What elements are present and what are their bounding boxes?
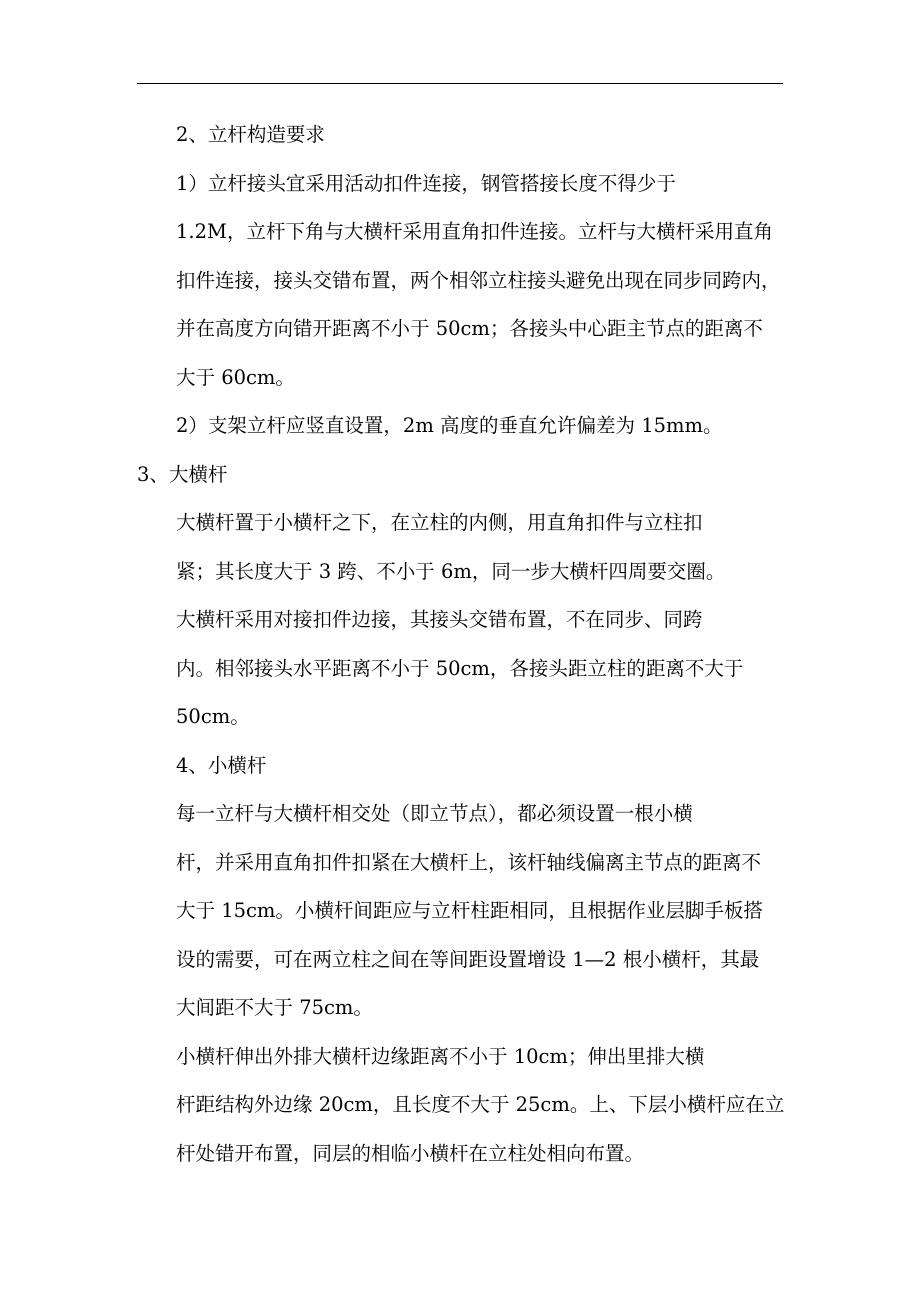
text-line: 2）支架立杆应竖直设置，2m 高度的垂直允许偏差为 15mm。 bbox=[176, 414, 723, 437]
text-line: 1）立杆接头宜采用活动扣件连接，钢管搭接长度不得少于 bbox=[176, 171, 676, 195]
paragraph-heading-vertical-pole bbox=[137, 111, 787, 160]
text-line: 扣件连接，接头交错布置，两个相邻立柱接头避免出现在同步同跨内， bbox=[176, 268, 781, 292]
text-line: 大于 60cm。 bbox=[176, 365, 295, 389]
text-line: 2、立杆构造要求 bbox=[176, 123, 325, 146]
paragraph-large-crossbar-joints bbox=[137, 596, 787, 742]
text-line: 4、小横杆 bbox=[176, 753, 267, 777]
paragraph-pole-joints bbox=[137, 160, 787, 403]
paragraph-large-crossbar-placement bbox=[137, 499, 787, 596]
paragraph-small-crossbar-extension bbox=[137, 1033, 787, 1179]
text-line: 杆，并采用直角扣件扣紧在大横杆上，该杆轴线偏离主节点的距离不 bbox=[176, 850, 762, 874]
text-line: 并在高度方向错开距离不小于 50cm；各接头中心距主节点的距离不 bbox=[176, 317, 763, 340]
paragraph-heading-small-crossbar bbox=[137, 742, 787, 791]
text-line: 大横杆采用对接扣件边接，其接头交错布置，不在同步、同跨 bbox=[176, 608, 703, 631]
text-line: 3、大横杆 bbox=[137, 462, 228, 486]
text-line: 杆距结构外边缘 20cm，且长度不大于 25cm。上、下层小横杆应在立 bbox=[176, 1093, 785, 1116]
text-line: 内。相邻接头水平距离不小于 50cm，各接头距立柱的距离不大于 bbox=[176, 656, 744, 680]
text-line: 50cm。 bbox=[176, 705, 250, 728]
text-line: 大于 15cm。小横杆间距应与立杆柱距相同，且根据作业层脚手板搭 bbox=[176, 899, 763, 922]
text-line: 设的需要，可在两立柱之间在等间距设置增设 1—2 根小横杆，其最 bbox=[176, 947, 760, 971]
header-rule bbox=[137, 83, 783, 84]
text-line: 紧；其长度大于 3 跨、不小于 6m，同一步大横杆四周要交圈。 bbox=[176, 559, 726, 583]
paragraph-pole-vertical bbox=[137, 402, 787, 451]
paragraph-small-crossbar-placement bbox=[137, 790, 787, 1033]
document-body bbox=[137, 111, 787, 1178]
paragraph-heading-large-crossbar bbox=[137, 451, 787, 500]
text-line: 每一立杆与大横杆相交处（即立节点），都必须设置一根小横 bbox=[176, 802, 693, 825]
text-line: 杆处错开布置，同层的相临小横杆在立柱处相向布置。 bbox=[176, 1141, 645, 1165]
text-line: 大横杆置于小横杆之下，在立柱的内侧，用直角扣件与立柱扣 bbox=[176, 511, 703, 534]
text-line: 小横杆伸出外排大横杆边缘距离不小于 10cm；伸出里排大横 bbox=[176, 1044, 705, 1068]
text-line: 大间距不大于 75cm。 bbox=[176, 996, 373, 1019]
text-line: 1.2M，立杆下角与大横杆采用直角扣件连接。立杆与大横杆采用直角 bbox=[176, 220, 773, 243]
